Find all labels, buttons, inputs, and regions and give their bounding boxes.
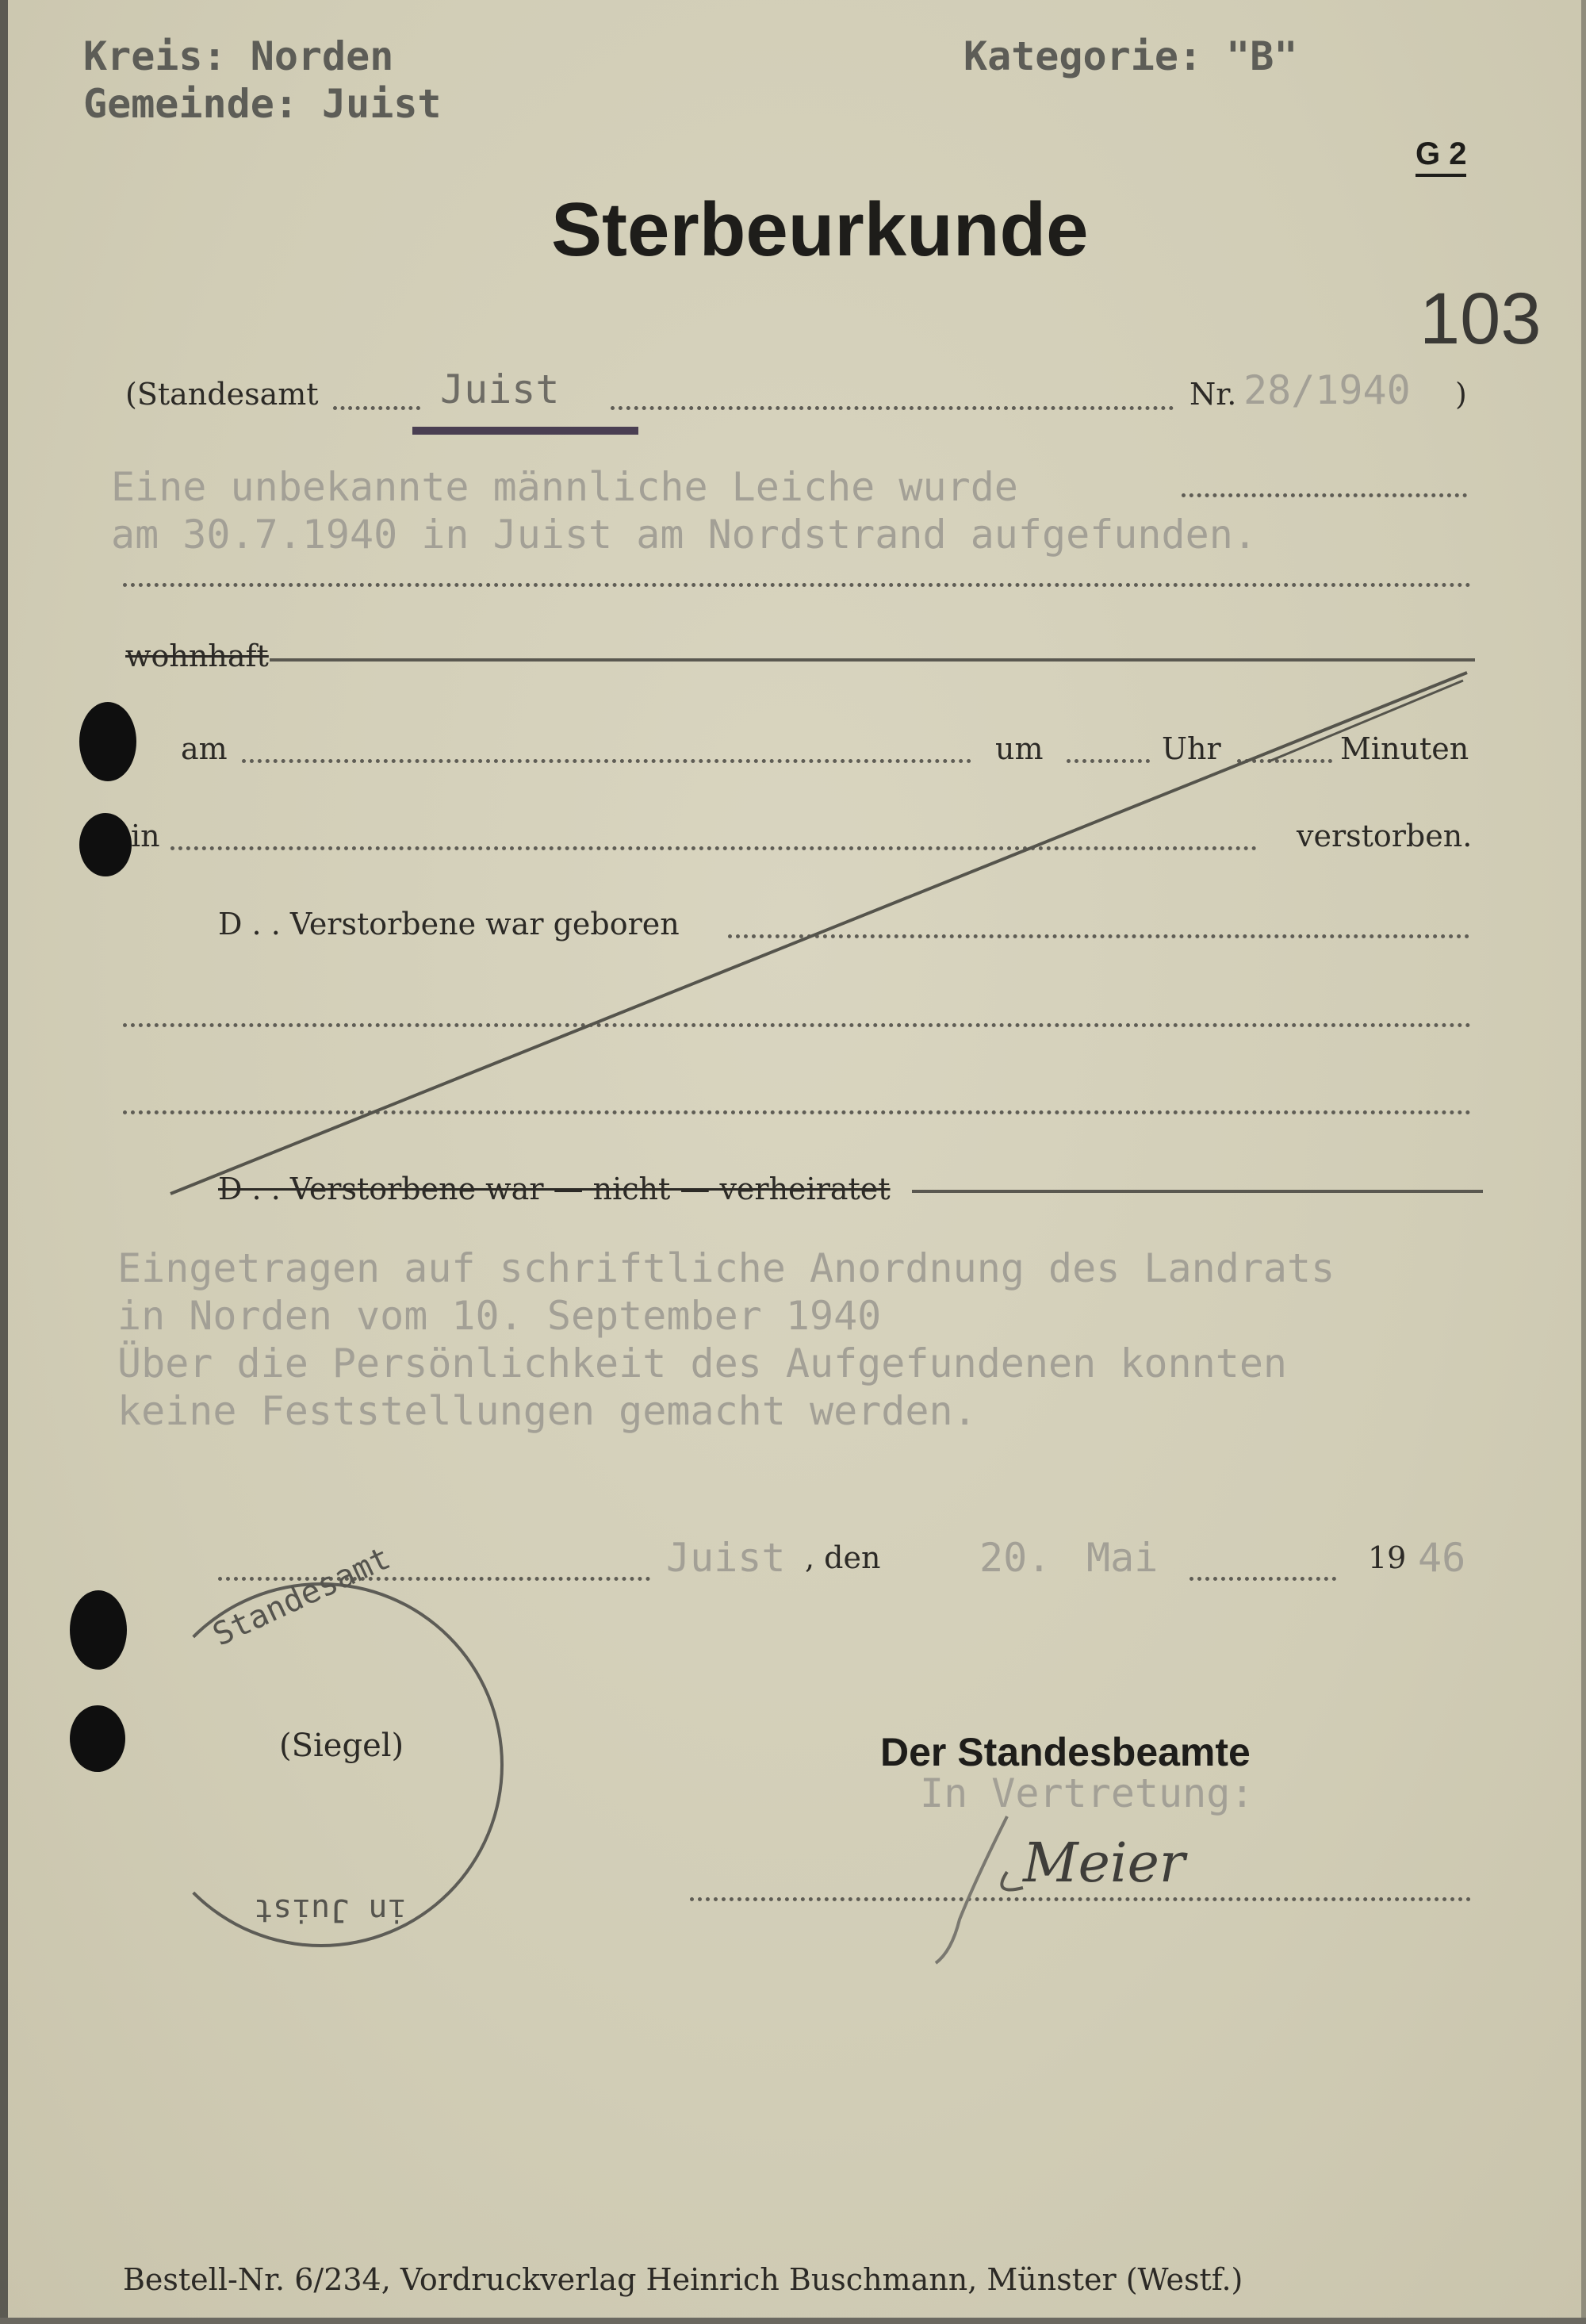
remark-line: keine Feststellungen gemacht werden.: [117, 1388, 977, 1434]
typed-text-line: am 30.7.1940 in Juist am Nordstrand aufgefunden.: [111, 512, 1257, 558]
deputy-note: In Vertretung:: [920, 1770, 1255, 1816]
handwritten-signature: Meier: [1023, 1832, 1186, 1895]
am-label: am: [181, 731, 228, 766]
kategorie-line: Kategorie: "B": [963, 33, 1298, 79]
standesamt-value: Juist: [440, 366, 560, 412]
close-paren: ): [1455, 377, 1467, 412]
date-place: Juist: [666, 1535, 786, 1581]
document-title: Sterbeurkunde: [551, 187, 1089, 272]
uhr-label: Uhr: [1162, 731, 1221, 766]
wohnhaft-label: wohnhaft: [125, 639, 269, 673]
typed-text-line: Eine unbekannte männliche Leiche wurde: [111, 464, 1018, 510]
nr-label: Nr.: [1190, 377, 1237, 412]
remark-line: Über die Persönlichkeit des Aufgefundenen konnten: [117, 1340, 1288, 1386]
form-code: G 2: [1416, 136, 1466, 177]
remark-line: in Norden vom 10. September 1940: [117, 1293, 882, 1339]
standesamt-label: (Standesamt: [125, 377, 319, 412]
um-label: um: [995, 731, 1044, 766]
date-day: 20.: [979, 1535, 1052, 1581]
seal-ring-text: Standesamt: [207, 1540, 396, 1654]
minuten-label: Minuten: [1340, 731, 1469, 766]
number-mark: 103: [1419, 278, 1542, 359]
geboren-label: D . . Verstorbene war geboren: [218, 907, 680, 941]
dotted-leader: [218, 1577, 650, 1581]
year-prefix: 19: [1368, 1540, 1407, 1575]
dotted-leader: [1190, 1577, 1336, 1581]
den-label: , den: [805, 1540, 881, 1575]
signature-flourish: [912, 1808, 1086, 1967]
remark-line: Eingetragen auf schriftliche Anordnung des Landrats: [117, 1245, 1335, 1291]
nr-value: 28/1940: [1243, 367, 1411, 413]
verheiratet-label: D . . Verstorbene war — nicht — verheiratet: [218, 1172, 891, 1206]
verstorben-label: verstorben.: [1297, 819, 1473, 853]
gemeinde-line: Gemeinde: Juist: [83, 81, 442, 127]
year-suffix: 46: [1418, 1535, 1466, 1581]
in-label: in: [131, 819, 160, 853]
kreis-line: Kreis: Norden: [83, 33, 394, 79]
footer-imprint: Bestell-Nr. 6/234, Vordruckverlag Heinrich Buschmann, Münster (Westf.): [123, 2262, 1243, 2297]
seal-ring-text: in Juist: [254, 1892, 407, 1928]
date-month: Mai: [1086, 1535, 1159, 1581]
seal-label: (Siegel): [279, 1728, 404, 1764]
signatory-title: Der Standesbeamte: [880, 1730, 1251, 1774]
